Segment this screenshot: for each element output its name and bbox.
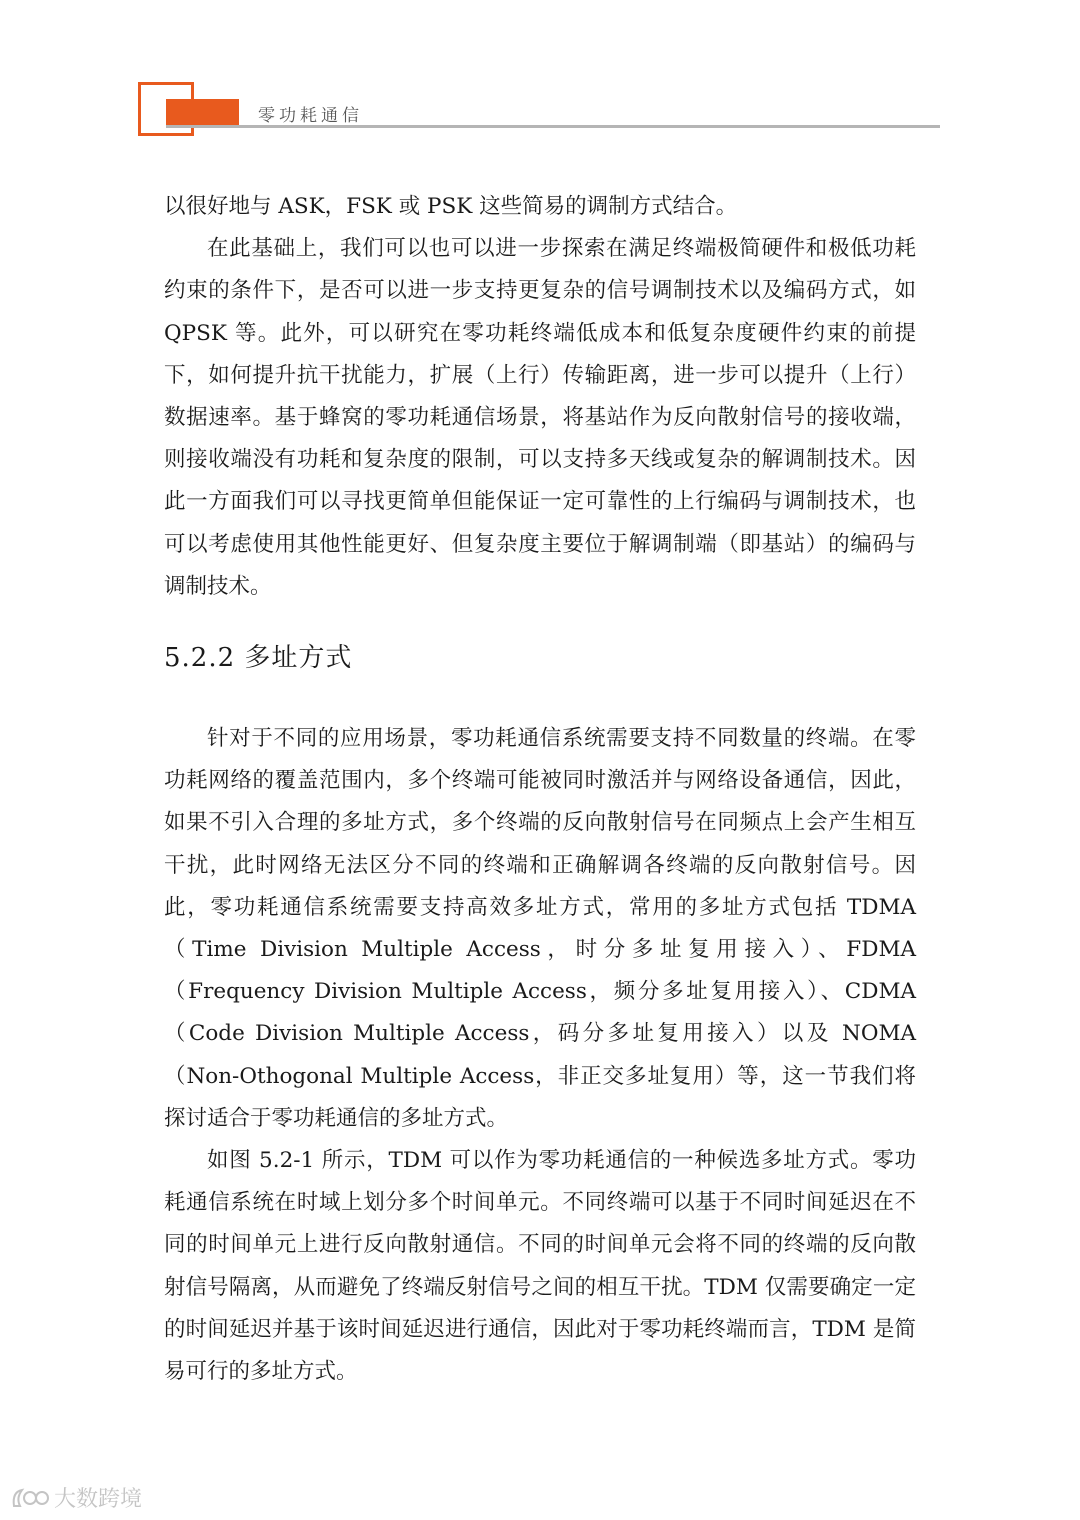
- dashuju-logo-icon: [10, 1484, 50, 1512]
- paragraph-3: 针对于不同的应用场景，零功耗通信系统需要支持不同数量的终端。在零功耗网络的覆盖范围内，多个终端可能被同时激活并与网络设备通信，因此，如果不引入合理的多址方式，多个终端的反向散射信号在同频点上会产生相互干扰，此时网络无法区分不同的终端和正确解调各终端的反向散射信号。因此，零功耗通信系统需要支持高效多址方式，常用的多址方式包括 TDMA（Time Division Multiple Access，时分多址复用接入）、FDMA（Frequency Division Multiple Access，频分多址复用接入）、CDMA（Code Division Multiple Access，码分多址复用接入）以及 NOMA（Non-Othogonal Multiple Access，非正交多址复用）等，这一节我们将探讨适合于零功耗通信的多址方式。: [164, 726, 916, 1131]
- page-content: [164, 186, 916, 1393]
- running-title: 零功耗通信: [258, 106, 363, 126]
- paragraph-1: 以很好地与 ASK，FSK 或 PSK 这些简易的调制方式结合。: [164, 194, 738, 219]
- watermark: [10, 1482, 142, 1513]
- paragraph-2: 在此基础上，我们可以也可以进一步探索在满足终端极简硬件和极低功耗约束的条件下，是否可以进一步支持更复杂的信号调制技术以及编码方式，如 QPSK 等。此外，可以研究在零功耗终端低成本和低复杂度硬件约束的前提下，如何提升抗干扰能力，扩展（上行）传输距离，进一步可以提升（上行）数据速率。基于蜂窝的零功耗通信场景，将基站作为反向散射信号的接收端，则接收端没有功耗和复杂度的限制，可以支持多天线或复杂的解调制技术。因此一方面我们可以寻找更简单但能保证一定可靠性的上行编码与调制技术，也可以考虑使用其他性能更好、但复杂度主要位于解调制端（即基站）的编码与调制技术。: [164, 236, 916, 599]
- paragraph-4: 如图 5.2-1 所示，TDM 可以作为零功耗通信的一种候选多址方式。零功耗通信系统在时域上划分多个时间单元。不同终端可以基于不同时间延迟在不同的时间单元上进行反向散射通信。不同的时间单元会将不同的终端的反向散射信号隔离，从而避免了终端反射信号之间的相互干扰。TDM 仅需要确定一定的时间延迟并基于该时间延迟进行通信，因此对于零功耗终端而言，TDM 是简易可行的多址方式。: [164, 1148, 916, 1385]
- watermark-text: 大数跨境: [54, 1487, 143, 1512]
- section-heading: 5.2.2 多址方式: [164, 643, 353, 674]
- header-accent-fill: [166, 99, 239, 128]
